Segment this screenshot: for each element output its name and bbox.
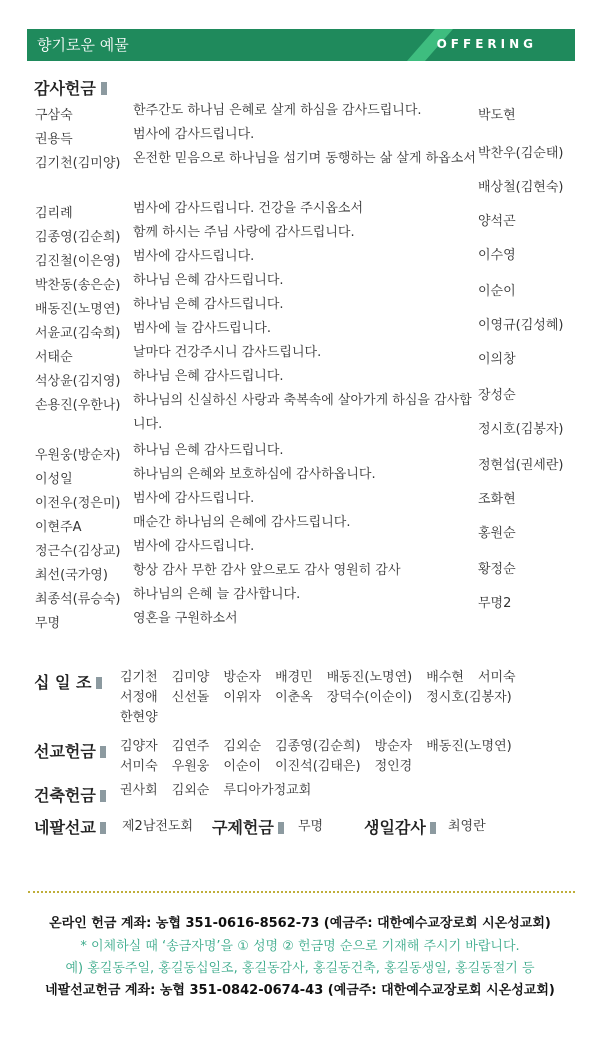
donor-name: 박찬우(김순태) bbox=[478, 146, 564, 161]
footer-instruction-line: * 이체하실 때 ‘송금자명’을 ① 성명 ② 헌금명 순으로 기재해 주시기 바랍니다. bbox=[80, 939, 520, 954]
gratitude-entry bbox=[35, 612, 475, 636]
donor-name: 김외순 bbox=[171, 783, 210, 798]
birthday-label bbox=[364, 815, 436, 838]
donor-name: 이순이 bbox=[478, 284, 516, 299]
donor-name: 이수영 bbox=[478, 248, 516, 263]
donor-name: 무명2 bbox=[478, 596, 512, 611]
title-bar-mark bbox=[100, 790, 106, 802]
header-subtitle: OFFERING bbox=[436, 37, 537, 51]
title-bar-mark bbox=[100, 822, 106, 834]
name-line bbox=[120, 737, 526, 757]
donor-message: 함께 하시는 주님 사랑에 감사드립니다. bbox=[133, 225, 355, 240]
donor-name: 김양자 bbox=[120, 739, 158, 754]
relief-value: 무명 bbox=[298, 819, 324, 834]
donor-name: 김리례 bbox=[35, 206, 73, 221]
donor-name: 우원웅 bbox=[171, 759, 210, 774]
donor-name: 박도현 bbox=[478, 108, 516, 123]
donor-message: 하나님의 은혜 늘 감사합니다. bbox=[133, 587, 301, 602]
donor-name: 정시호(김봉자) bbox=[478, 422, 564, 437]
donor-name: 이춘옥 bbox=[275, 690, 313, 705]
donor-name: 배상철(김현숙) bbox=[478, 180, 564, 195]
donor-name: 손용진(우한나) bbox=[35, 398, 121, 413]
donor-message: 항상 감사 무한 감사 앞으로도 감사 영원히 감사 bbox=[133, 563, 401, 578]
donor-name: 서윤교(김숙희) bbox=[35, 326, 121, 341]
donor-name: 양석곤 bbox=[478, 214, 516, 229]
donor-name: 김미양 bbox=[171, 670, 210, 685]
footer-nepal-account-line: 네팔선교헌금 계좌: 농협 351-0842-0674-43 (예금주: 대한예수교장로회 시온성교회) bbox=[45, 983, 555, 998]
donor-message: 영혼을 구원하소서 bbox=[133, 611, 238, 626]
relief-label-text: 구제헌금 bbox=[212, 818, 274, 837]
donor-name: 최선(국가영) bbox=[35, 568, 108, 583]
header-title: 향기로운 예물 bbox=[37, 36, 129, 54]
donor-name: 배동진(노명연) bbox=[426, 739, 512, 754]
gratitude-title-text: 감사헌금 bbox=[34, 79, 96, 98]
donor-message: 범사에 감사드립니다. 건강을 주시옵소서 bbox=[133, 201, 364, 216]
dotted-divider bbox=[28, 891, 575, 893]
donor-name: 이위자 bbox=[223, 690, 262, 705]
donor-name: 김진철(이은영) bbox=[35, 254, 121, 269]
donor-name: 배동진(노명연) bbox=[35, 302, 121, 317]
donor-message: 매순간 하나님의 은혜에 감사드립니다. bbox=[133, 515, 351, 530]
donor-name: 박찬동(송은순) bbox=[35, 278, 121, 293]
building-label bbox=[34, 783, 106, 806]
donor-name: 서태순 bbox=[35, 350, 73, 365]
donor-message: 날마다 건강주시니 감사드립니다. bbox=[133, 345, 322, 360]
donor-message: 한주간도 하나님 은혜로 살게 하심을 감사드립니다. bbox=[133, 103, 422, 118]
name-line bbox=[120, 688, 530, 708]
gratitude-title bbox=[34, 76, 107, 99]
donor-name: 정인경 bbox=[374, 759, 413, 774]
donor-name: 방순자 bbox=[223, 670, 262, 685]
donor-name: 서미숙 bbox=[120, 759, 158, 774]
donor-message: 온전한 믿음으로 하나님을 섬기며 동행하는 삶 살게 하옵소서 bbox=[133, 151, 476, 166]
donor-message: 범사에 감사드립니다. bbox=[133, 539, 255, 554]
donor-name: 배수현 bbox=[426, 670, 464, 685]
donor-name: 배동진(노명연) bbox=[326, 670, 413, 685]
building-label-text: 건축헌금 bbox=[34, 786, 96, 805]
title-bar-mark bbox=[101, 82, 107, 95]
title-bar-mark bbox=[430, 822, 436, 834]
donor-name: 김연주 bbox=[171, 739, 210, 754]
donor-name: 이영규(김성혜) bbox=[478, 318, 564, 333]
footer-account-line: 온라인 헌금 계좌: 농협 351-0616-8562-73 (예금주: 대한예수교장로회 시온성교회) bbox=[49, 916, 551, 931]
donor-name: 장성순 bbox=[478, 388, 516, 403]
donor-message: 하나님 은혜 감사드립니다. bbox=[133, 297, 284, 312]
donor-message: 하나님의 신실하신 사랑과 축복속에 살아가게 하심을 감사합니다. bbox=[133, 393, 472, 432]
donor-name: 이현주A bbox=[35, 520, 82, 535]
birthday-value: 최영란 bbox=[448, 819, 486, 834]
name-line bbox=[120, 757, 526, 777]
donor-name: 정시호(김봉자) bbox=[426, 690, 512, 705]
donor-name: 이진석(김태은) bbox=[275, 759, 361, 774]
nepal-label-text: 네팔선교 bbox=[34, 818, 96, 837]
donor-name: 정현섭(권세란) bbox=[478, 458, 564, 473]
donor-name: 서미숙 bbox=[477, 670, 516, 685]
donor-name: 우원웅(방순자) bbox=[35, 448, 121, 463]
donor-message: 하나님 은혜 감사드립니다. bbox=[133, 443, 284, 458]
donor-name: 장덕수(이순이) bbox=[326, 690, 413, 705]
donor-name: 서정애 bbox=[120, 690, 158, 705]
donor-name: 이성일 bbox=[35, 472, 73, 487]
donor-name: 황정순 bbox=[478, 562, 516, 577]
donor-message: 범사에 감사드립니다. bbox=[133, 249, 255, 264]
donor-name: 이순이 bbox=[223, 759, 262, 774]
donor-name: 배경민 bbox=[275, 670, 313, 685]
donor-message: 범사에 감사드립니다. bbox=[133, 127, 255, 142]
donor-name: 조화현 bbox=[478, 492, 516, 507]
donor-name: 권용득 bbox=[35, 132, 73, 147]
donor-message: 하나님 은혜 감사드립니다. bbox=[133, 273, 284, 288]
footer-example-line: 예) 홍길동주일, 홍길동십일조, 홍길동감사, 홍길동건축, 홍길동생일, 홍길동절기 등 bbox=[65, 961, 535, 976]
tithe-label bbox=[34, 670, 102, 693]
donor-name: 김종영(김순희) bbox=[275, 739, 361, 754]
donor-name: 석상윤(김지영) bbox=[35, 374, 121, 389]
mission-label bbox=[34, 739, 106, 762]
donor-name: 방순자 bbox=[374, 739, 413, 754]
name-line bbox=[120, 668, 530, 688]
tithe-names bbox=[120, 668, 530, 728]
donor-name: 최종석(류승숙) bbox=[35, 592, 121, 607]
donor-name: 정근수(김상교) bbox=[35, 544, 121, 559]
mission-names bbox=[120, 737, 526, 777]
donor-name: 구삼숙 bbox=[35, 108, 73, 123]
tithe-label-text: 십 일 조 bbox=[34, 673, 92, 692]
gratitude-entry bbox=[35, 393, 475, 432]
donor-name: 한현양 bbox=[120, 710, 158, 725]
donor-name: 이전우(정은미) bbox=[35, 496, 121, 511]
birthday-label-text: 생일감사 bbox=[364, 818, 426, 837]
donor-name: 김기천 bbox=[120, 670, 158, 685]
donor-message: 하나님의 은혜와 보호하심에 감사하옵니다. bbox=[133, 467, 376, 482]
section-header bbox=[27, 29, 575, 61]
donor-name: 루디아가정교회 bbox=[223, 783, 312, 798]
donor-message: 범사에 늘 감사드립니다. bbox=[133, 321, 271, 336]
donor-name: 신선돌 bbox=[171, 690, 210, 705]
donor-message: 범사에 감사드립니다. bbox=[133, 491, 255, 506]
donor-name: 김외순 bbox=[223, 739, 262, 754]
mission-label-text: 선교헌금 bbox=[34, 742, 96, 761]
title-bar-mark bbox=[96, 677, 102, 689]
relief-label bbox=[212, 815, 284, 838]
name-line bbox=[120, 708, 530, 728]
donor-name: 김종영(김순희) bbox=[35, 230, 121, 245]
building-names bbox=[120, 781, 325, 801]
title-bar-mark bbox=[278, 822, 284, 834]
donor-name: 무명 bbox=[35, 616, 61, 631]
title-bar-mark bbox=[100, 746, 106, 758]
donor-name: 홍원순 bbox=[478, 526, 516, 541]
gratitude-entry bbox=[35, 152, 475, 176]
nepal-value: 제2남전도회 bbox=[122, 819, 194, 834]
donor-name: 김기천(김미양) bbox=[35, 156, 121, 171]
donor-name: 이의창 bbox=[478, 352, 516, 367]
nepal-label bbox=[34, 815, 106, 838]
donor-message: 하나님 은혜 감사드립니다. bbox=[133, 369, 284, 384]
donor-name: 권사회 bbox=[120, 783, 158, 798]
